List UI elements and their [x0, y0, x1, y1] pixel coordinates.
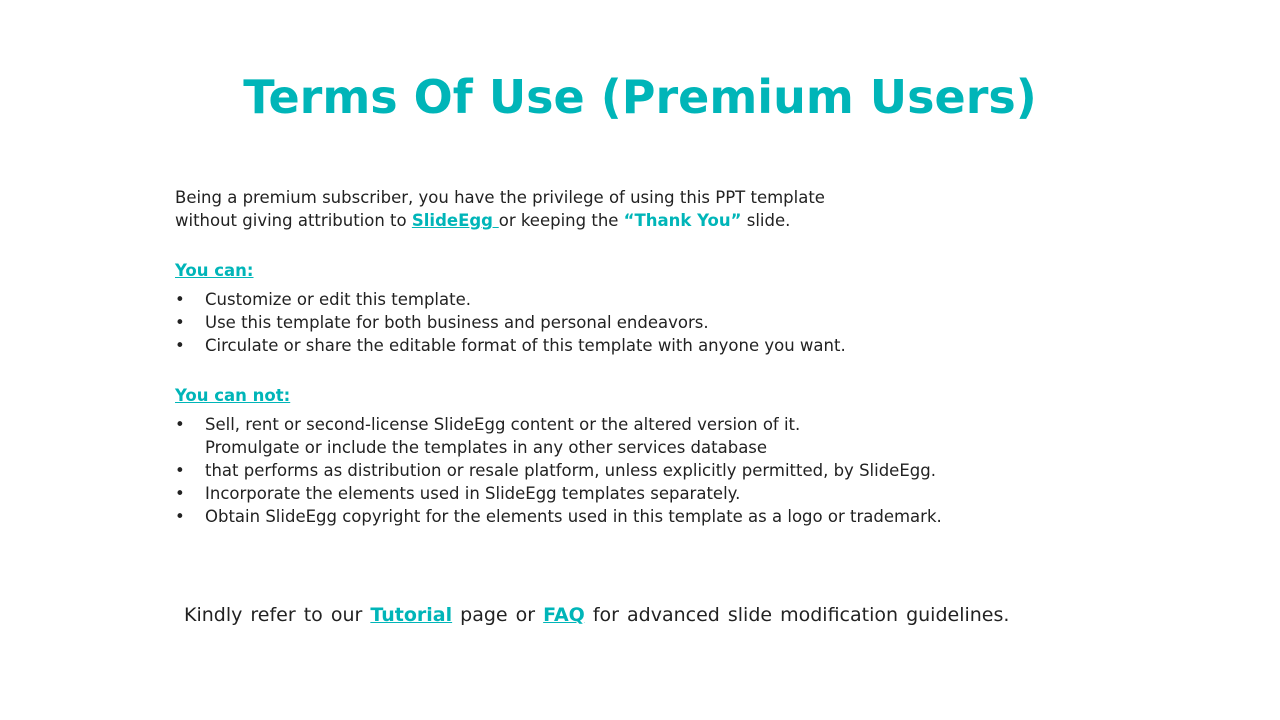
footer-text-1: Kindly refer to our [184, 604, 371, 626]
footer-text-3: for advanced slide modification guidelines. [584, 604, 1010, 626]
bullet-icon: • [175, 336, 185, 355]
list-item-text: Promulgate or include the templates in any other services database [205, 438, 768, 457]
bullet-icon: • [175, 461, 185, 480]
list-item-text: Obtain SlideEgg copyright for the elements used in this template as a logo or trademark. [205, 507, 942, 526]
faq-link[interactable]: FAQ [543, 604, 585, 626]
bullet-icon: • [175, 415, 185, 434]
list-item [175, 288, 1075, 311]
intro-text-1: Being a premium subscriber, you have the privilege of using this PPT template without giving attribution to [175, 188, 825, 230]
list-item [175, 505, 1075, 528]
list-item [175, 334, 1075, 357]
intro-text-2: or keeping the [498, 211, 624, 230]
list-item-text: Incorporate the elements used in SlideEgg templates separately. [205, 484, 741, 503]
list-item [175, 413, 1075, 436]
bullet-icon: • [175, 313, 185, 332]
bullet-icon: • [175, 484, 185, 503]
bullet-icon: • [175, 290, 185, 309]
intro-text-3: slide. [741, 211, 791, 230]
terms-content [175, 186, 1075, 528]
thank-you-highlight: “Thank You” [623, 211, 742, 230]
list-item [175, 459, 1075, 482]
footer-text-2: page or [452, 604, 544, 626]
you-can-heading: You can: [175, 261, 254, 280]
list-item [175, 482, 1075, 505]
you-can-not-heading: You can not: [175, 386, 291, 405]
list-item-text: Sell, rent or second-license SlideEgg content or the altered version of it. [205, 415, 801, 434]
list-item-text: that performs as distribution or resale platform, unless explicitly permitted, by SlideEgg. [205, 461, 936, 480]
tutorial-link[interactable]: Tutorial [370, 604, 453, 626]
list-item-text: Customize or edit this template. [205, 290, 471, 309]
you-can-list [175, 288, 1075, 357]
list-item-text: Circulate or share the editable format of this template with anyone you want. [205, 336, 846, 355]
footer-note [184, 604, 1009, 626]
list-item [175, 436, 1075, 459]
list-item-text: Use this template for both business and personal endeavors. [205, 313, 709, 332]
intro-paragraph [175, 186, 875, 232]
list-item [175, 311, 1075, 334]
you-can-not-list [175, 413, 1075, 528]
page-title: Terms Of Use (Premium Users) [243, 70, 1037, 124]
bullet-icon: • [175, 507, 185, 526]
slideegg-link[interactable]: SlideEgg [411, 211, 499, 230]
